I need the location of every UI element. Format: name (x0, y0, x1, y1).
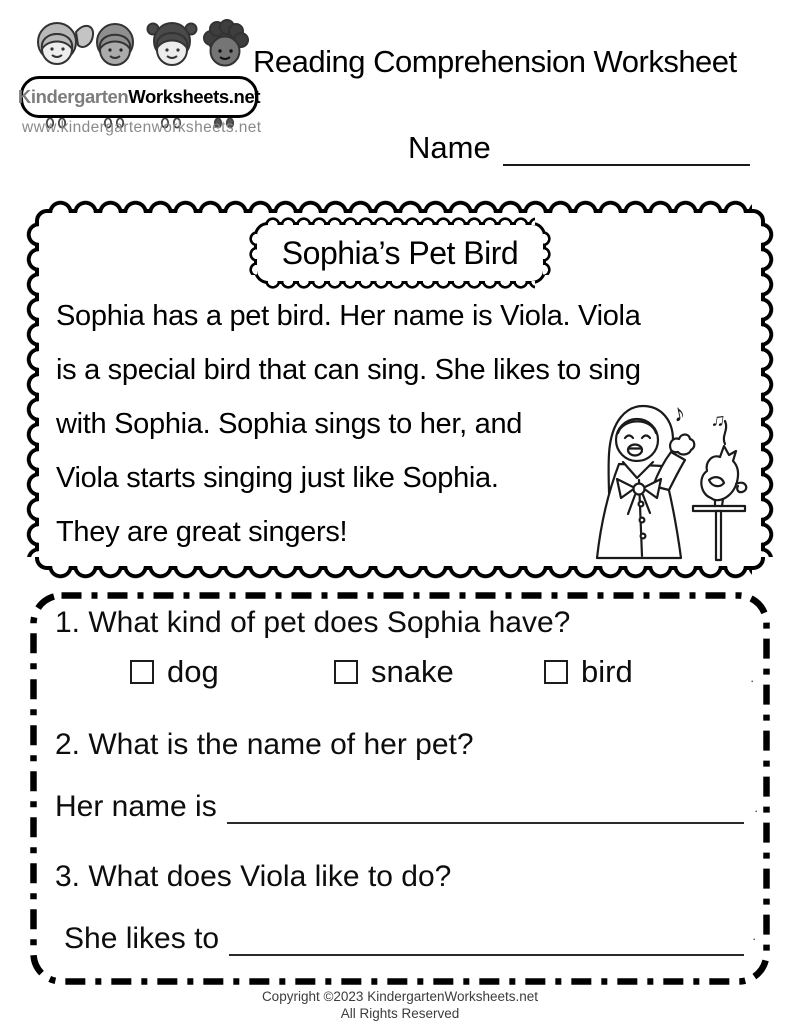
pill-scallop-right (543, 231, 551, 275)
story-line: Sophia has a pet bird. Her name is Viola. Viola (56, 300, 641, 332)
pill-scallop-bottom (265, 281, 535, 289)
option-label: snake (371, 654, 454, 689)
story-line: Viola starts singing just like Sophia. (56, 462, 499, 494)
stray-period: . (752, 928, 756, 943)
website-url: www.kindergartenworksheets.net (22, 119, 262, 136)
rights-line: All Rights Reserved (340, 1006, 460, 1021)
question-1-label: 1. What kind of pet does Sophia have? (55, 606, 571, 639)
story-title-pill (254, 222, 546, 284)
scallop-border-bottom (48, 566, 752, 579)
scallop-border-top (48, 200, 752, 213)
answer-row-2 (55, 782, 744, 824)
answer-2-blank-line[interactable] (227, 784, 744, 824)
name-label: Name (408, 130, 491, 165)
stray-period: . (750, 670, 754, 685)
checkbox-dog[interactable] (130, 660, 154, 684)
story-line: is a special bird that can sing. She likes to sing (56, 354, 641, 386)
name-input-line[interactable] (503, 130, 750, 166)
brand-wordmark (17, 76, 261, 118)
option-dog[interactable] (130, 654, 219, 690)
girl-and-bird-illustration (565, 392, 757, 564)
questions-box (30, 592, 770, 985)
scallop-border-left (26, 222, 39, 557)
option-snake[interactable] (334, 654, 454, 690)
option-label: dog (167, 654, 219, 689)
four-kids-icon (20, 16, 258, 82)
question-3-label: 3. What does Viola like to do? (55, 860, 452, 893)
story-title: Sophia’s Pet Bird (281, 234, 519, 271)
answer-2-prefix: Her name is (55, 790, 217, 823)
pill-scallop-left (249, 231, 257, 275)
footer (0, 988, 800, 1022)
question-2-label: 2. What is the name of her pet? (55, 728, 474, 761)
brand-gray-text: Kindergarten (17, 86, 129, 107)
pill-scallop-top (265, 217, 535, 225)
answer-3-blank-line[interactable] (229, 916, 744, 956)
stray-period: . (754, 800, 758, 815)
music-note-icon: ♫ (709, 409, 727, 432)
page-title: Reading Comprehension Worksheet (253, 44, 737, 79)
copyright-line: Copyright ©2023 KindergartenWorksheets.net (261, 989, 539, 1004)
answer-row-3 (55, 914, 744, 956)
answer-3-prefix: She likes to (64, 922, 220, 955)
story-line: They are great singers! (56, 516, 348, 548)
name-row (408, 128, 750, 166)
brand-logo (17, 16, 261, 132)
option-label: bird (581, 654, 633, 689)
checkbox-snake[interactable] (334, 660, 358, 684)
story-line: with Sophia. Sophia sings to her, and (56, 408, 523, 440)
scallop-border-right (761, 222, 774, 557)
story-box (35, 209, 765, 570)
checkbox-bird[interactable] (544, 660, 568, 684)
music-note-icon: ♪ (670, 399, 688, 428)
brand-black-text: Worksheets.net (128, 86, 261, 107)
option-bird[interactable] (544, 654, 633, 690)
